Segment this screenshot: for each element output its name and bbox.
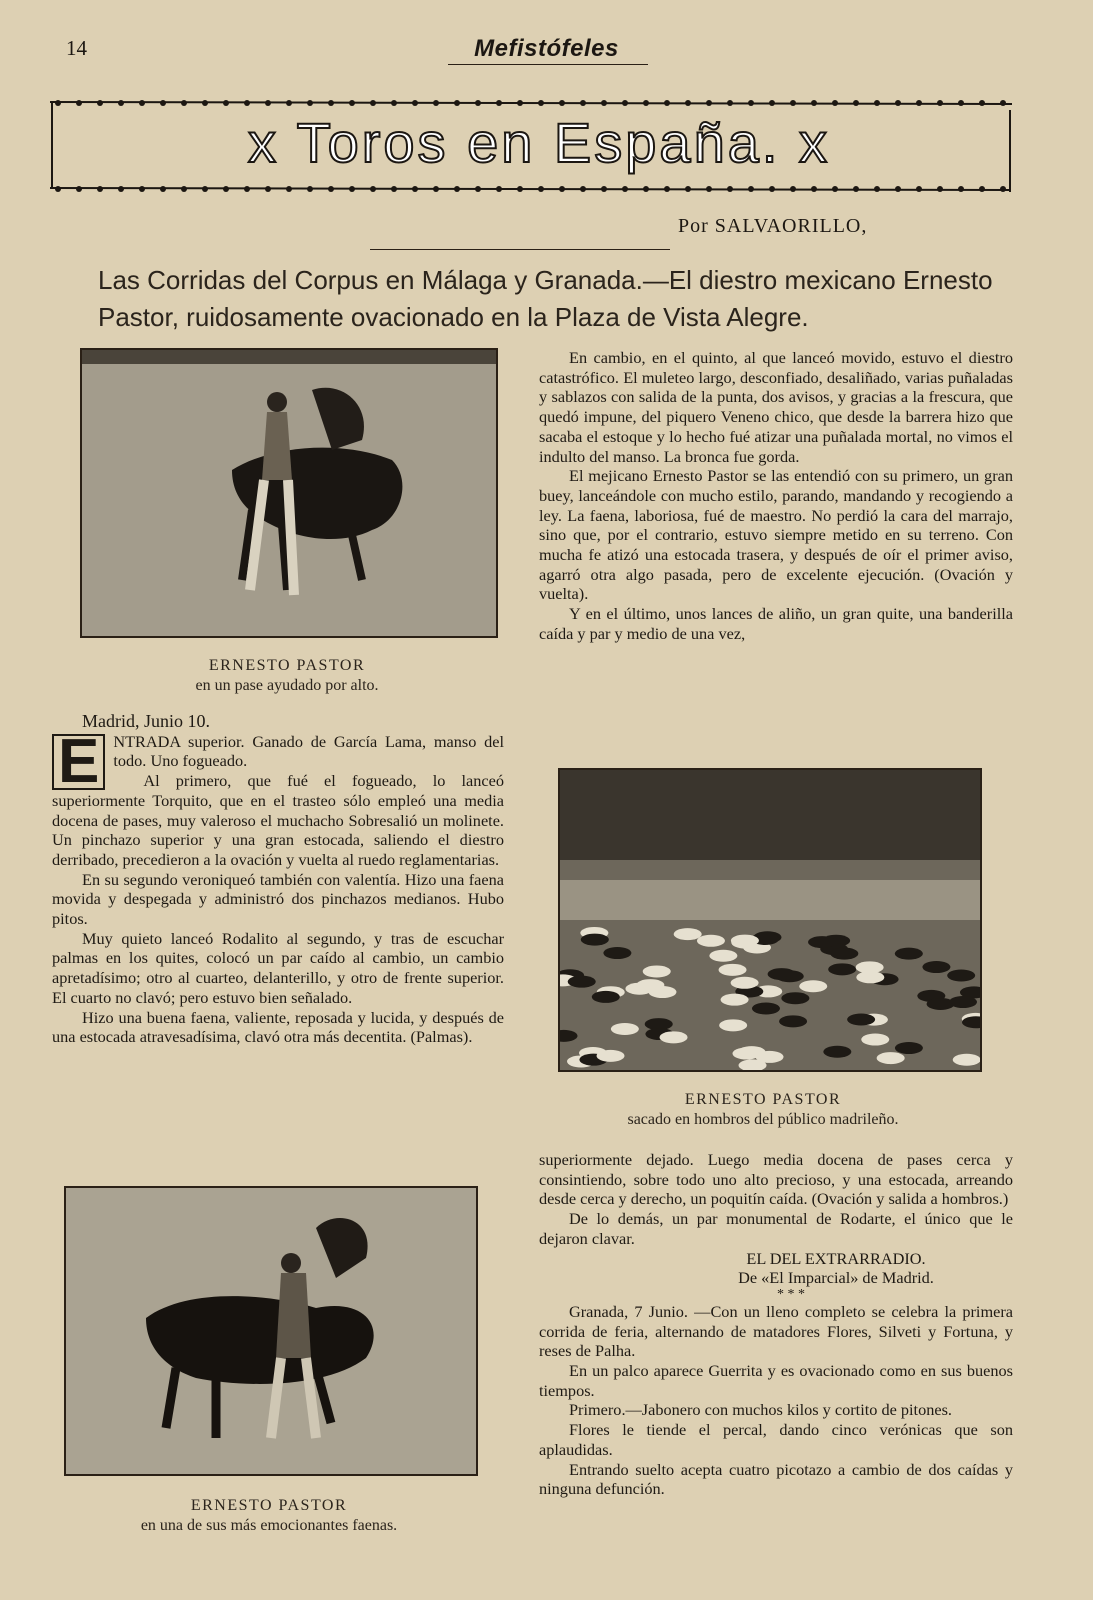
paragraph: Y en el último, unos lances de aliño, un gran quite, una banderilla caída y par y medio de una vez,	[539, 604, 1013, 643]
section-separator: * * *	[777, 1286, 805, 1302]
caption-text: en un pase ayudado por alto.	[195, 677, 379, 694]
paragraph: Flores le tiende el percal, dando cinco verónicas que son aplaudidas.	[539, 1420, 1013, 1459]
paragraph: En su segundo veroniqueó también con valentía. Hizo una faena movida y despegada y administró dos pinchazos medianos. Hubo pitos.	[52, 869, 504, 929]
paragraph: En cambio, en el quinto, al que lanceó movido, estuvo el diestro catastrófico. El muleteo largo, desconfiado, desaliñado, varias puñaladas y sablazos con salida de la punta, dos avisos, y gracias a la frescura, que quedó impune, del piquero Veneno chico, que desde la barrera hizo que sacaba el estoque y lo hecho fué atizar una puñalada mortal, no vimos el indulto del manso. La bronca fue gorda.	[539, 348, 1013, 466]
paragraph: Muy quieto lanceó Rodalito al segundo, y tras de escuchar palmas en los quites, colocó un par caído al cambio, un cambio apretadísimo; otro al cuarteo, delanterillo, y otro de frente superior. El cuarto no clavó; pero estuvo bien señalado.	[52, 928, 504, 1007]
publication-title: Mefistófeles	[474, 35, 619, 62]
dateline: Madrid, Junio 10.	[82, 711, 210, 731]
caption-text: sacado en hombros del público madrileño.	[627, 1111, 899, 1128]
photo-caption-1	[80, 656, 494, 696]
right-column-top	[539, 348, 1013, 644]
paragraph: En un palco aparece Guerrita y es ovacionado como en sus buenos tiempos.	[539, 1361, 1013, 1400]
photo-caption-3	[64, 1496, 474, 1536]
paragraph: Hizo una buena faena, valiente, reposada y lucida, y después de una estocada atravesadísima, clavó otra más decentita. (Palmas).	[52, 1007, 504, 1047]
signature-name: EL DEL EXTRARRADIO.	[746, 1248, 926, 1268]
paragraph: De lo demás, un par monumental de Rodarte, el único que le dejaron clavar.	[539, 1209, 1013, 1248]
paragraph	[52, 726, 504, 796]
article-subtitle: Las Corridas del Corpus en Málaga y Granada.—El diestro mexicano Ernesto Pastor, ruidosamente ovacionado en la Plaza de Vista Alegre.	[98, 265, 993, 332]
byline: Por SALVAORILLO,	[678, 215, 868, 237]
caption-name: ERNESTO PASTOR	[208, 657, 366, 674]
banner-title: x Toros en España. x	[248, 111, 830, 174]
caption-name: ERNESTO PASTOR	[684, 1091, 842, 1108]
byline-rule	[370, 249, 670, 250]
signature-source: De «El Imparcial» de Madrid.	[738, 1268, 934, 1288]
publication-underline	[448, 64, 648, 65]
paragraph: El mejicano Ernesto Pastor se las entendió con su primero, un gran buey, lanceándole con mucho estilo, parando, mandando y recogiendo a ley. La faena, laboriosa, fué de maestro. No perdió la cara del marrajo, sino que, por el contrario, estuvo siempre metido en su terreno. Con mucha fe atizó una estocada trasera, y después de oír el primer aviso, agarró otra algo pasada, pero de excelente ejecución. (Ovación y vuelta).	[539, 466, 1013, 604]
article-banner	[50, 100, 1028, 192]
photo-caption-2	[548, 1090, 978, 1130]
paragraph-text: NTRADA superior. Ganado de García Lama, manso del todo. Uno fogueado.	[113, 731, 504, 771]
left-column	[52, 712, 504, 1047]
photo-crowd-shoulders	[558, 768, 982, 1072]
page-number: 14	[66, 36, 87, 60]
paragraph: Primero.—Jabonero con muchos kilos y cortito de pitones.	[569, 1400, 952, 1420]
paragraph: Granada, 7 Junio. —Con un lleno completo se celebra la primera corrida de feria, alternando de matadores Flores, Silveti y Fortuna, y reses de Palha.	[539, 1301, 1013, 1361]
caption-text: en una de sus más emocionantes faenas.	[140, 1517, 398, 1534]
photo-matador-pase	[80, 348, 498, 638]
right-column-bottom	[539, 1150, 1013, 1499]
photo-matador-faena	[64, 1186, 478, 1476]
caption-name: ERNESTO PASTOR	[190, 1497, 348, 1514]
paragraph: superiormente dejado. Luego media docena de pases cerca y consintiendo, sobre todo uno alto precioso, y una estocada, arreando desde cerca y derecho, un poquitín caída. (Ovación y salida a hombros.)	[539, 1150, 1013, 1209]
paragraph: Entrando suelto acepta cuatro picotazo a cambio de dos caídas y ninguna defunción.	[539, 1459, 1013, 1499]
drop-cap: E	[52, 734, 105, 790]
paragraph: Al primero, que fué el fogueado, lo lanceó superiormente Torquito, que en el trasteo sólo empleó una media docena de pases, muy valeroso el muchacho Sobresalió un molinete. Un pinchazo superior y una gran estocada, saliendo el diestro derribado, precedieron a la ovación y vuelta al ruedo reglamentarias.	[52, 771, 504, 869]
